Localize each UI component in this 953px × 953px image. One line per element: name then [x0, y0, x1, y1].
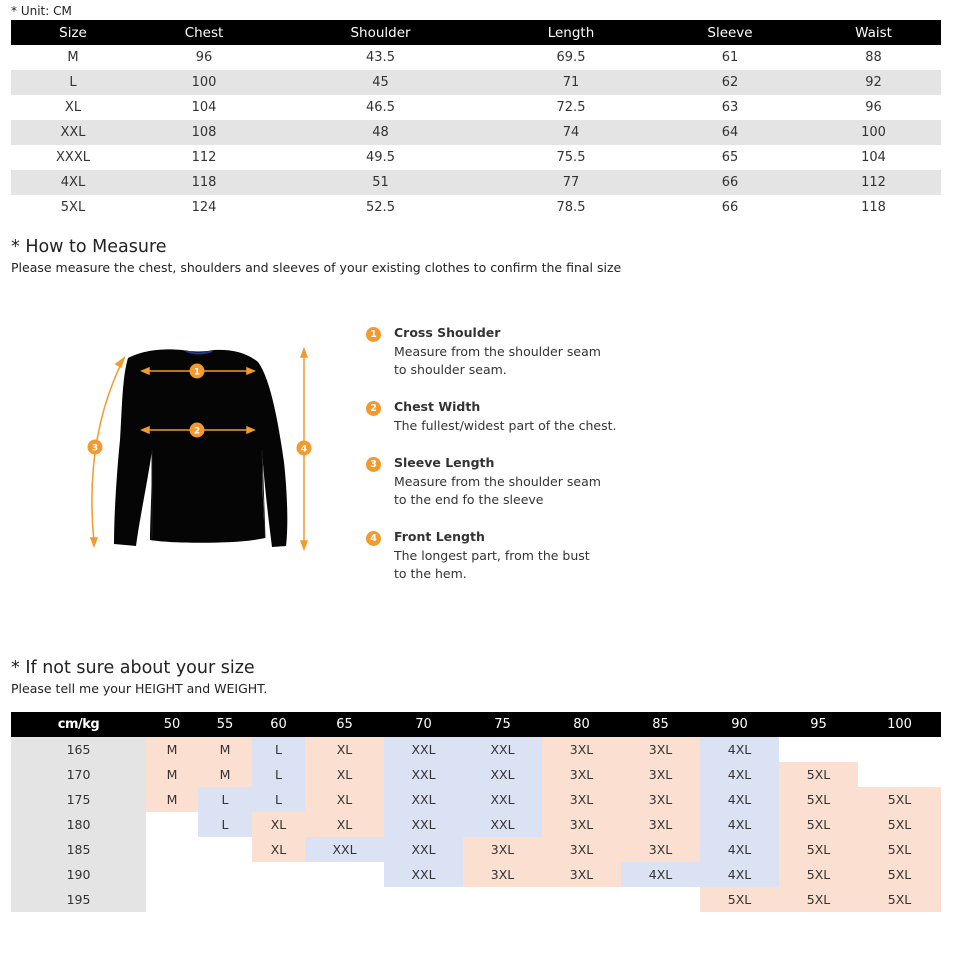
size-cell: XXL [463, 737, 542, 762]
diagram-marker-2 [190, 423, 205, 438]
corner-label: cm/kg [57, 717, 100, 732]
measure-item-desc: The longest part, from the bust to the hem. [394, 548, 590, 581]
measure-item-title: Chest Width [394, 399, 481, 414]
size-cell: XXL [384, 812, 463, 837]
size-cell [252, 887, 305, 912]
cell-length: 74 [562, 125, 580, 140]
measure-item-title: Front Length [394, 529, 485, 544]
size-cell: L [198, 787, 252, 812]
size-cell: 5XL [700, 887, 779, 912]
cell-waist: 96 [865, 100, 882, 115]
size-cell [146, 862, 198, 887]
height-label: 190 [11, 862, 146, 887]
cell-chest: 104 [191, 100, 217, 115]
height-label: 175 [11, 787, 146, 812]
cell-shoulder: 51 [372, 175, 389, 190]
size-cell: XXL [384, 837, 463, 862]
weight-header: 100 [887, 717, 912, 732]
size-cell: M [146, 762, 198, 787]
cell-shoulder: 49.5 [366, 150, 395, 165]
header-length: Length [547, 24, 595, 41]
svg-text:3: 3 [91, 443, 99, 454]
cell-length: 71 [562, 75, 580, 90]
table-row [11, 170, 941, 195]
size-cell: L [198, 812, 252, 837]
badge-4: 4 [366, 531, 381, 546]
table-row [11, 145, 941, 170]
measure-item-desc: The fullest/widest part of the chest. [394, 418, 617, 433]
cell-chest: 118 [191, 175, 217, 190]
cell-waist: 88 [865, 50, 882, 65]
cell-waist: 104 [861, 150, 886, 165]
measure-item-desc: Measure from the shoulder seam to shoulder seam. [394, 344, 601, 377]
measure-title: * How to Measure [11, 237, 167, 257]
cell-sleeve: 64 [721, 125, 739, 140]
weight-header: 65 [336, 717, 353, 732]
table-row [11, 120, 941, 145]
cell-chest: 100 [191, 75, 217, 90]
unit-label: * Unit: CM [11, 4, 72, 18]
size-cell: 4XL [700, 862, 779, 887]
header-chest: Chest [184, 24, 224, 41]
table-row [11, 70, 941, 95]
size-cell [542, 887, 621, 912]
size-cell: XL [305, 812, 384, 837]
weight-header: 80 [573, 717, 590, 732]
size-cell: 4XL [700, 812, 779, 837]
size-cell: 4XL [700, 737, 779, 762]
size-cell [463, 887, 542, 912]
cell-sleeve: 65 [721, 150, 739, 165]
size-cell: 3XL [621, 787, 700, 812]
header-sleeve: Sleeve [707, 24, 753, 41]
size-cell: 3XL [621, 812, 700, 837]
cell-chest: 124 [191, 200, 217, 215]
size-cell: 3XL [542, 787, 621, 812]
cell-waist: 100 [861, 125, 886, 140]
size-cell: L [252, 737, 305, 762]
size-cell: XXL [305, 837, 384, 862]
size-cell: 3XL [463, 837, 542, 862]
cell-size: 5XL [60, 200, 86, 215]
svg-text:2: 2 [193, 426, 201, 437]
size-cell: 3XL [542, 762, 621, 787]
measure-item-front-length [366, 529, 626, 585]
height-label: 165 [11, 737, 146, 762]
size-cell [198, 862, 252, 887]
size-cell: XL [252, 837, 305, 862]
size-cell: 5XL [779, 787, 858, 812]
size-cell: M [198, 762, 252, 787]
size-cell: XXL [463, 787, 542, 812]
cell-chest: 112 [191, 150, 217, 165]
size-cell [858, 762, 941, 787]
measure-item-title: Sleeve Length [394, 455, 495, 470]
hw-table-header [11, 712, 941, 737]
cell-shoulder: 46.5 [366, 100, 395, 115]
size-cell: XXL [384, 862, 463, 887]
size-cell: 5XL [779, 812, 858, 837]
cell-size: XXXL [56, 150, 90, 165]
size-cell: 3XL [621, 737, 700, 762]
measure-item-sleeve-length [366, 455, 626, 511]
measure-item-chest-width [366, 399, 626, 439]
weight-header: 60 [270, 717, 287, 732]
size-cell: XL [305, 787, 384, 812]
size-cell: 3XL [542, 812, 621, 837]
size-cell: 5XL [779, 762, 858, 787]
cell-sleeve: 62 [721, 75, 739, 90]
size-cell: 3XL [542, 737, 621, 762]
size-cell: XXL [384, 762, 463, 787]
size-cell: XXL [463, 762, 542, 787]
diagram-marker-1 [190, 364, 205, 379]
size-table-header [11, 20, 941, 45]
cell-waist: 92 [865, 75, 882, 90]
size-cell: M [146, 737, 198, 762]
size-cell: 3XL [463, 862, 542, 887]
weight-header: 55 [216, 717, 234, 732]
height-label: 195 [11, 887, 146, 912]
header-size: Size [59, 24, 87, 41]
size-cell [621, 887, 700, 912]
size-cell [384, 887, 463, 912]
height-label: 170 [11, 762, 146, 787]
weight-header: 90 [731, 717, 748, 732]
svg-text:1: 1 [193, 367, 201, 378]
advice-title: * If not sure about your size [11, 658, 255, 678]
size-cell: 4XL [700, 837, 779, 862]
size-cell: 5XL [858, 787, 941, 812]
size-cell: XL [305, 737, 384, 762]
size-cell: XL [252, 812, 305, 837]
cell-size: XL [64, 100, 82, 115]
badge-2: 2 [366, 401, 381, 416]
cell-size: L [69, 75, 77, 90]
size-cell: 5XL [779, 887, 858, 912]
size-cell: 5XL [858, 887, 941, 912]
cell-sleeve: 61 [721, 50, 739, 65]
size-cell [198, 837, 252, 862]
size-cell: XXL [463, 812, 542, 837]
weight-header: 85 [652, 717, 669, 732]
diagram-marker-3 [88, 440, 103, 455]
size-cell: L [252, 762, 305, 787]
cell-sleeve: 66 [721, 175, 739, 190]
diagram-marker-4 [297, 441, 312, 456]
size-cell: 4XL [621, 862, 700, 887]
size-cell: M [198, 737, 252, 762]
size-cell: XL [305, 762, 384, 787]
size-cell: XXL [384, 787, 463, 812]
size-cell: 5XL [779, 837, 858, 862]
cell-waist: 118 [861, 200, 886, 215]
size-cell: 3XL [621, 837, 700, 862]
size-cell: 4XL [700, 787, 779, 812]
cell-length: 72.5 [556, 100, 586, 115]
cell-length: 75.5 [556, 150, 586, 165]
weight-header: 95 [810, 717, 827, 732]
size-table [11, 20, 941, 220]
size-cell [252, 862, 305, 887]
cell-chest: 108 [191, 125, 217, 140]
header-waist: Waist [855, 24, 892, 41]
badge-3: 3 [366, 457, 381, 472]
measure-item-cross-shoulder [366, 325, 626, 381]
size-cell [305, 862, 384, 887]
measure-item-desc: Measure from the shoulder seam to the end fo the sleeve [394, 474, 601, 507]
badge-1: 1 [366, 327, 381, 342]
size-cell [305, 887, 384, 912]
header-shoulder: Shoulder [350, 24, 411, 41]
cell-waist: 112 [861, 175, 886, 190]
cell-length: 78.5 [556, 200, 586, 215]
table-row [11, 195, 941, 220]
size-cell: 3XL [621, 762, 700, 787]
size-cell: XXL [384, 737, 463, 762]
weight-header: 50 [163, 717, 181, 732]
weight-header: 70 [415, 717, 432, 732]
size-cell: 5XL [858, 812, 941, 837]
size-cell: 3XL [542, 837, 621, 862]
size-cell [198, 887, 252, 912]
weight-header: 75 [494, 717, 511, 732]
size-cell [146, 887, 198, 912]
size-cell [146, 812, 198, 837]
table-row [11, 95, 941, 120]
advice-subtitle: Please tell me your HEIGHT and WEIGHT. [11, 681, 268, 696]
size-cell: L [252, 787, 305, 812]
size-cell [858, 737, 941, 762]
size-cell: 5XL [779, 862, 858, 887]
size-cell [146, 837, 198, 862]
height-label: 185 [11, 837, 146, 862]
cell-size: XXL [60, 125, 86, 140]
size-cell: 5XL [858, 862, 941, 887]
sweater-illustration [114, 349, 287, 547]
cell-length: 69.5 [556, 50, 586, 65]
cell-size: 4XL [60, 175, 86, 190]
measure-item-title: Cross Shoulder [394, 325, 501, 340]
cell-length: 77 [562, 175, 580, 190]
size-cell: M [146, 787, 198, 812]
cell-shoulder: 43.5 [366, 50, 395, 65]
measure-subtitle: Please measure the chest, shoulders and sleeves of your existing clothes to confirm the final size [11, 260, 622, 275]
size-cell [779, 737, 858, 762]
size-cell: 4XL [700, 762, 779, 787]
height-label: 180 [11, 812, 146, 837]
cell-sleeve: 63 [721, 100, 739, 115]
cell-sleeve: 66 [721, 200, 739, 215]
table-row [11, 45, 941, 70]
sweater-diagram [80, 340, 320, 555]
svg-text:4: 4 [300, 444, 308, 455]
cell-chest: 96 [195, 50, 213, 65]
size-cell: 3XL [542, 862, 621, 887]
cell-shoulder: 45 [372, 75, 389, 90]
size-cell: 5XL [858, 837, 941, 862]
cell-shoulder: 48 [372, 125, 389, 140]
cell-size: M [67, 50, 79, 65]
cell-shoulder: 52.5 [366, 200, 395, 215]
